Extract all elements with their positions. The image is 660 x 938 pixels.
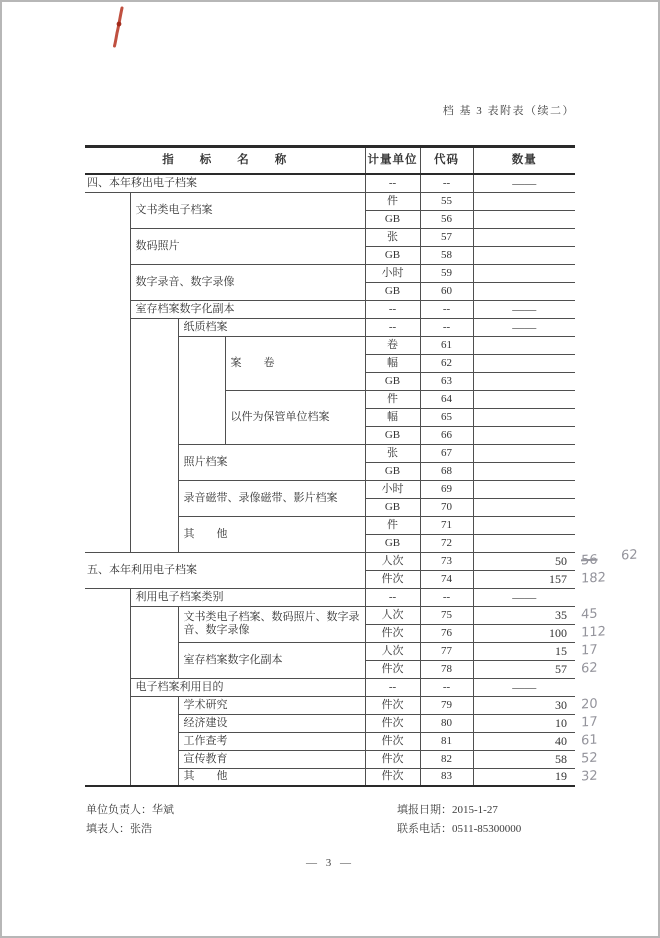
unit-cell: 人次: [365, 642, 420, 660]
qty-cell: [473, 714, 598, 732]
code-cell: --: [420, 318, 473, 336]
col-header-code: 代码: [420, 147, 473, 175]
code-cell: --: [420, 174, 473, 192]
code-cell: 72: [420, 534, 473, 552]
indicator-name-cell: 录音磁带、录像磁带、影片档案: [178, 480, 365, 516]
qty-cell: [473, 547, 638, 570]
qty-cell: [473, 750, 598, 768]
footer-left-block: [86, 801, 174, 839]
handwritten-correction: 62: [620, 547, 638, 563]
qty-cell: [473, 480, 575, 498]
unit-cell: 件: [365, 516, 420, 534]
handwritten-correction: 17: [580, 714, 598, 730]
qty-value: 35: [555, 607, 567, 622]
qty-cell: [473, 444, 575, 462]
code-cell: 61: [420, 336, 473, 354]
code-cell: 79: [420, 696, 473, 714]
qty-cell: [473, 534, 575, 552]
handwritten-correction: 112: [580, 623, 606, 641]
qty-cell: [473, 660, 598, 678]
unit-cell: 件次: [365, 732, 420, 750]
unit-cell: 件次: [365, 696, 420, 714]
code-cell: 58: [420, 246, 473, 264]
unit-cell: GB: [365, 372, 420, 390]
qty-value: 50: [555, 553, 567, 568]
qty-cell: [473, 282, 575, 300]
qty-cell: [473, 426, 575, 444]
qty-value: 57: [555, 661, 567, 676]
qty-cell: [473, 354, 575, 372]
qty-cell: [473, 228, 575, 246]
code-cell: 78: [420, 660, 473, 678]
unit-cell: GB: [365, 210, 420, 228]
unit-cell: 幅: [365, 408, 420, 426]
form-code-note: 档 基 3 表附表（续二）: [442, 105, 575, 117]
code-cell: 74: [420, 570, 473, 588]
qty-cell: ——: [473, 318, 575, 336]
indicator-name-cell: 经济建设: [178, 714, 365, 732]
indent-spacer-cell: [130, 606, 178, 678]
unit-cell: 件次: [365, 660, 420, 678]
code-cell: 68: [420, 462, 473, 480]
qty-value: 40: [555, 733, 567, 748]
unit-cell: --: [365, 318, 420, 336]
footer-right-block: [397, 801, 521, 839]
qty-cell: ——: [473, 588, 575, 606]
col-header-indicator-name: 指 标 名 称: [85, 147, 365, 175]
code-cell: 82: [420, 750, 473, 768]
date-label: 填报日期：: [397, 804, 452, 816]
indent-spacer-cell: [130, 318, 178, 552]
unit-cell: 件次: [365, 570, 420, 588]
handwritten-correction: 52: [580, 750, 598, 766]
code-cell: 71: [420, 516, 473, 534]
unit-cell: 张: [365, 444, 420, 462]
red-pen-mark-icon: [108, 5, 130, 49]
contact-phone: [397, 820, 521, 839]
qty-cell: ——: [473, 678, 575, 696]
code-cell: --: [420, 678, 473, 696]
code-cell: --: [420, 300, 473, 318]
indicator-name-cell: 案 卷: [225, 336, 365, 390]
code-cell: --: [420, 588, 473, 606]
indicator-name-cell: 其 他: [178, 768, 365, 786]
handwritten-correction: 20: [580, 696, 598, 712]
col-header-qty: 数量: [473, 147, 575, 175]
phone-value: 0511-85300000: [452, 823, 522, 835]
indicator-name-cell: 宣传教育: [178, 750, 365, 768]
qty-cell: [473, 606, 598, 624]
qty-cell: [473, 569, 606, 588]
indent-spacer-cell: [130, 696, 178, 786]
qty-value: 19: [555, 769, 567, 784]
handwritten-correction: 62: [580, 660, 598, 676]
handwritten-correction: 182: [580, 569, 606, 587]
qty-value: 30: [555, 697, 567, 712]
unit-cell: --: [365, 588, 420, 606]
unit-cell: --: [365, 174, 420, 192]
code-cell: 65: [420, 408, 473, 426]
qty-cell: ——: [473, 300, 575, 318]
unit-cell: 小时: [365, 264, 420, 282]
col-header-unit: 计量单位: [365, 147, 420, 175]
code-cell: 56: [420, 210, 473, 228]
code-cell: 73: [420, 552, 473, 570]
code-cell: 69: [420, 480, 473, 498]
code-cell: 59: [420, 264, 473, 282]
unit-cell: 件次: [365, 624, 420, 642]
qty-cell: [473, 768, 598, 786]
form-filler: [86, 820, 174, 839]
indent-spacer-cell: [85, 588, 130, 786]
handwritten-correction: 56: [580, 552, 598, 568]
indicator-name-cell: 五、本年利用电子档案: [85, 552, 365, 588]
indicator-name-cell: 利用电子档案类别: [130, 588, 365, 606]
code-cell: 57: [420, 228, 473, 246]
indicator-name-cell: 文书类电子档案、数码照片、数字录音、数字录像: [178, 606, 365, 642]
unit-cell: 幅: [365, 354, 420, 372]
qty-value: 157: [549, 571, 567, 586]
code-cell: 67: [420, 444, 473, 462]
unit-cell: --: [365, 678, 420, 696]
handwritten-correction: 45: [580, 606, 598, 622]
report-date: [397, 801, 521, 820]
code-cell: 70: [420, 498, 473, 516]
code-cell: 63: [420, 372, 473, 390]
indent-spacer-cell: [178, 336, 225, 444]
indicator-name-cell: 照片档案: [178, 444, 365, 480]
qty-value: 58: [555, 751, 567, 766]
indicator-name-cell: 以件为保管单位档案: [225, 390, 365, 444]
unit-cell: 张: [365, 228, 420, 246]
code-cell: 76: [420, 624, 473, 642]
indicator-name-cell: 学术研究: [178, 696, 365, 714]
unit-cell: 卷: [365, 336, 420, 354]
handwritten-correction: 17: [580, 642, 598, 658]
date-value: 2015-1-27: [452, 804, 498, 816]
code-cell: 83: [420, 768, 473, 786]
indicator-name-cell: 电子档案利用目的: [130, 678, 365, 696]
unit-cell: GB: [365, 282, 420, 300]
qty-cell: [473, 408, 575, 426]
qty-cell: [473, 390, 575, 408]
unit-cell: 件次: [365, 768, 420, 786]
qty-cell: [473, 732, 598, 750]
qty-cell: ——: [473, 174, 575, 192]
qty-cell: [473, 372, 575, 390]
archive-statistics-table: [85, 145, 638, 787]
qty-cell: [473, 623, 606, 642]
code-cell: 62: [420, 354, 473, 372]
phone-label: 联系电话：: [397, 823, 452, 835]
unit-cell: --: [365, 300, 420, 318]
indicator-name-cell: 数码照片: [130, 228, 365, 264]
unit-cell: 件次: [365, 750, 420, 768]
indicator-name-cell: 文书类电子档案: [130, 192, 365, 228]
indicator-name-cell: 室存档案数字化副本: [178, 642, 365, 678]
qty-value: 10: [555, 715, 567, 730]
unit-cell: GB: [365, 426, 420, 444]
qty-cell: [473, 336, 575, 354]
responsible-name: 华斌: [152, 804, 174, 816]
indicator-name-cell: 其 他: [178, 516, 365, 552]
handwritten-correction: 61: [580, 732, 598, 748]
qty-cell: [473, 264, 575, 282]
page-number: — 3 —: [306, 857, 354, 869]
unit-cell: 人次: [365, 552, 420, 570]
code-cell: 77: [420, 642, 473, 660]
unit-cell: GB: [365, 534, 420, 552]
indicator-name-cell: 室存档案数字化副本: [130, 300, 365, 318]
qty-value: 15: [555, 643, 567, 658]
code-cell: 60: [420, 282, 473, 300]
unit-cell: 件次: [365, 714, 420, 732]
indent-spacer-cell: [85, 192, 130, 552]
code-cell: 81: [420, 732, 473, 750]
indicator-name-cell: 工作查考: [178, 732, 365, 750]
unit-cell: GB: [365, 498, 420, 516]
indicator-name-cell: 纸质档案: [178, 318, 365, 336]
qty-cell: [473, 516, 575, 534]
code-cell: 75: [420, 606, 473, 624]
indicator-name-cell: 数字录音、数字录像: [130, 264, 365, 300]
code-cell: 55: [420, 192, 473, 210]
code-cell: 64: [420, 390, 473, 408]
qty-cell: [473, 498, 575, 516]
qty-cell: [473, 696, 598, 714]
qty-cell: [473, 192, 575, 210]
code-cell: 66: [420, 426, 473, 444]
unit-cell: GB: [365, 246, 420, 264]
qty-value: 100: [549, 625, 567, 640]
responsible-person: [86, 801, 174, 820]
qty-cell: [473, 462, 575, 480]
qty-cell: [473, 642, 598, 660]
responsible-label: 单位负责人：: [86, 804, 152, 816]
unit-cell: 件: [365, 390, 420, 408]
unit-cell: 小时: [365, 480, 420, 498]
filler-name: 张浩: [130, 823, 152, 835]
indicator-name-cell: 四、本年移出电子档案: [85, 174, 365, 192]
qty-cell: [473, 210, 575, 228]
code-cell: 80: [420, 714, 473, 732]
unit-cell: GB: [365, 462, 420, 480]
handwritten-correction: 32: [580, 768, 598, 784]
unit-cell: 件: [365, 192, 420, 210]
unit-cell: 人次: [365, 606, 420, 624]
qty-cell: [473, 246, 575, 264]
filler-label: 填表人：: [86, 823, 130, 835]
